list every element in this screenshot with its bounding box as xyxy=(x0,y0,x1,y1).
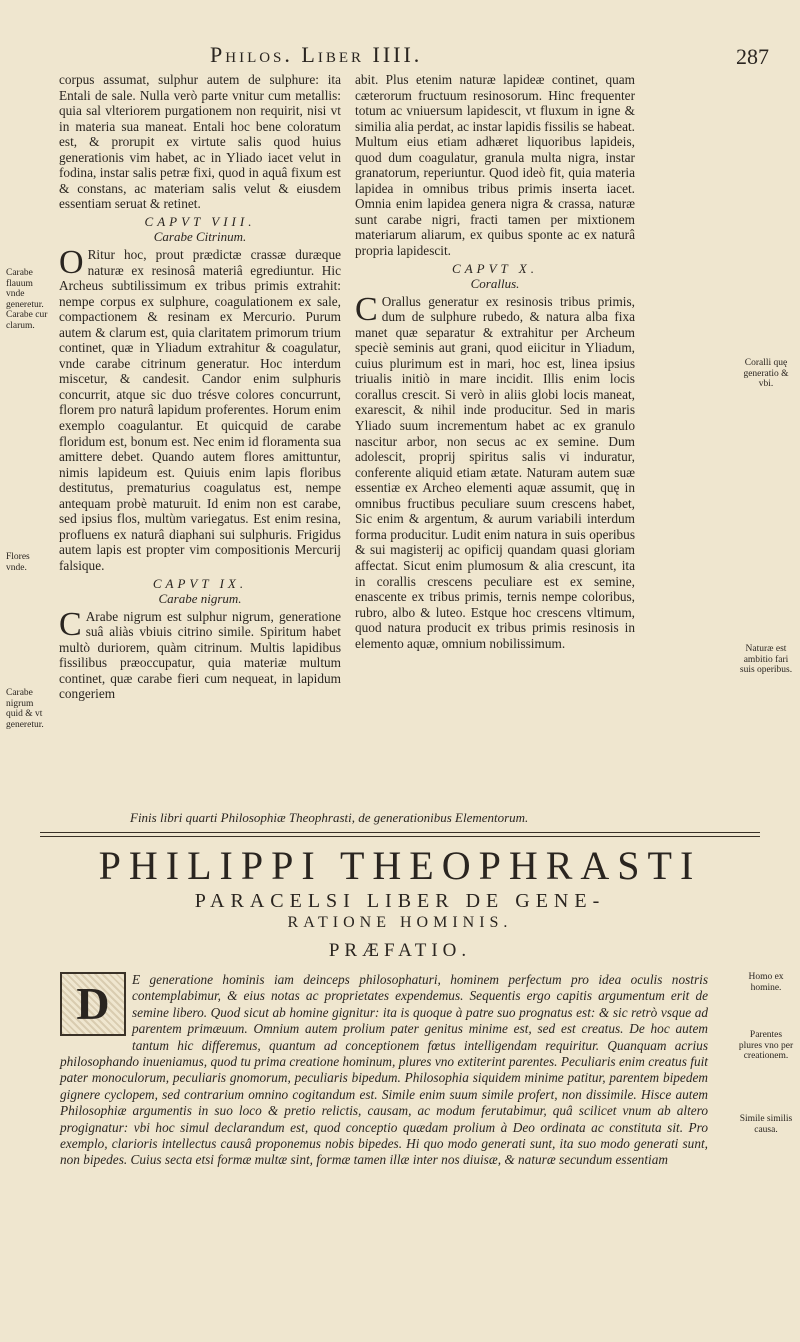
divider-rule xyxy=(40,832,760,833)
chapter-8-text xyxy=(59,244,341,573)
margin-note-carabe-nigrum: Carabe nigrum quid & vt generetur. xyxy=(6,688,44,730)
right-column xyxy=(355,72,635,651)
left-column-opening-text: corpus assumat, sulphur autem de sulphure: ita Entali de sale. Nulla verò parte vnitur cum metallis: quia sal vlteriorem purgationem non requirit, nisi vt in materia sua maneat. Entali hoc bene coloratum est, & prorupit ex virtute salis quod huius generationis vim habet, ac in Yliado iacet velut in fodina, instar salis petræ fixi, quod in aquâ fixum est & constans, ac materiam salis velut & eiusdem essentiam seruat & retinet. xyxy=(59,72,341,212)
ornate-initial-icon: D xyxy=(60,972,126,1036)
chapter-8-subtitle: Carabe Citrinum. xyxy=(153,229,247,245)
margin-note-carabe-flauum: Carabe flauum vnde generetur. Carabe cur clarum. xyxy=(6,268,48,331)
running-title: Philos. Liber IIII. xyxy=(210,42,423,67)
left-column xyxy=(59,72,341,702)
page-number: 287 xyxy=(736,44,769,69)
chapter-9-heading: CAPVT IX. xyxy=(152,575,248,591)
chapter-10-drop-cap: C xyxy=(355,290,378,328)
margin-note-simile: Simile similis causa. xyxy=(739,1114,793,1135)
chapter-10-subtitle: Corallus. xyxy=(470,276,520,292)
chapter-9-drop-cap: C xyxy=(59,605,82,643)
margin-note-naturae: Naturæ est ambitio fari suis operibus. xyxy=(739,644,793,675)
margin-note-homo: Homo ex homine. xyxy=(748,972,784,993)
praefatio-body: E generatione hominis iam deinceps philosophaturi, hominem perfectum pro idea oculis nostris contemplabimur, & eius notas ac proprietates expendemus. Sequentis ergo capitis argumentum erit de semine libero. Quod sicut ab homine gignitur: ita is quoque à patre suo prognatus est: & sic retrò vsque ad parentem primæuum. Omnium autem prolium pater genitus minime est, sed est creatus. De hoc autem tantum hic differemus, quantum ad conceptionem fœtus intelligendam requiritur. Quanquam acrius philosophando inueniamus, quod tu prima creatione hominum, plures vno extiterint parentes. Peculiaris enim creatus fuit pater monoculorum, peculiaris gnomorum, peculiaris bipedum. Philosophia siquidem minime patitur, parentem bipedem gignere cyclopem, sed contrarium omnino cogitandum est. Simile enim suum simile profert, non dissimile. Hisce autem Philosophiæ argumentis in suo loco & pretio relictis, causam, ac modum ferutabimur, quâ scilicet vnum ab altero progignatur: vbi hoc simul declarandum est, quod conceptio quædam prolium à Deo ordinata ac constituta sit. Pro exemplo, clarioris intellectus causâ proponemus nobis bipedes. Hi quo modo generati sunt, ita suo modo generati sunt, non bipedes. Cuius secta etsi formæ multæ sint, formæ tamen illæ inter nos diuisæ, & naturæ secundum essentiam xyxy=(60,972,708,1168)
praefatio-text xyxy=(60,972,708,1169)
chapter-10-text xyxy=(355,290,635,652)
right-column-opening-text: abit. Plus etenim naturæ lapideæ continet, quam cæterorum fructuum resinosorum. Hinc frequenter totum ac vniuersum lapidescit, vt fluxum in igne & similia alia perdat, ac instar lapidis fissilis se habeat. Multum eius etiam adhæret liquoribus lapideis, quod dum coagulatur, granula multa nigra, instar granatorum, reperiuntur. Quod ideò fit, quia materia lapidea in omnibus tribus primis inserta iacet. Omnia enim lapidea genera nigra & crassa, naturæ sunt carabe nigri, fracti tamen per mixtionem materiarum aliarum, ex quibus sponte ac ex naturâ propria lapidescit. xyxy=(355,72,635,259)
book-end-note: Finis libri quarti Philosophiæ Theophrasti, de generationibus Elementorum. xyxy=(130,810,529,825)
chapter-9-text xyxy=(59,605,341,702)
divider-rule-thin xyxy=(40,836,760,837)
chapter-9-subtitle: Carabe nigrum. xyxy=(158,591,242,607)
margin-note-parentes: Parentes plures vno per creationem. xyxy=(738,1030,794,1061)
book-subtitle-continued: RATIONE HOMINIS. xyxy=(287,914,513,931)
book-subtitle: PARACELSI LIBER DE GENE- xyxy=(194,890,606,912)
chapter-10-body: Orallus generatur ex resinosis tribus primis, dum de sulphure rubedo, & natura alba fixa manet quæ separatur & extrahitur per Archeum speciè seminis aut grani, quod eiicitur in Yliadum, cuius plurimum est in mari, hoc est, linea ipsius triualis initiò in mare incidit. Illis enim locis corallus crescit. Si verò in aliis globi locis maneat, exarescit, & nihil inde producitur. Sed in maris Yliado suum incrementum habet ac ex granulo nascitur arbor, non secus ac ex semine. Dum adolescit, proprij spiritus salis vi induratur, conferente aliquid etiam ætate. Naturam autem suæ essentiæ ex Archeo elementi aquæ assumit, quę in omnibus fructibus peculiare suum crescens habet, Sic enim & argentum, & aurum variabili interdum forma producitur. Ludit enim natura in suis operibus & sui magisterij ac opificij quandam quasi gloriam affectat. Sicut enim plumosum & alia crescunt, ita in corallis crescens peculiare est ex semine, enascente ex tribus primis, ternis nempe coloribus, rubro, albo & luteo. Estque hoc crescens vltimum, quod natura producit ex tribus primis resinosis in elemento aquæ, omnium nobilissimum. xyxy=(355,293,635,651)
book-title: PHILIPPI THEOPHRASTI xyxy=(98,843,702,888)
chapter-8-body: Ritur hoc, prout prædictæ crassæ duræque naturæ ex resinosâ materiâ egrediuntur. Hic Archeus subtilissimum ex tribus primis extrahit: nempe corpus ex sulphure, coagulationem ex sale, compactionem & resinam ex Mercurio. Purum autem & clarum est, quia claritatem primorum trium continet, quæ in Yliadum extrahitur & coagulatur, vnde carabe citrinum generatur. Hoc interdum miscetur, & candesit. Candor enim sulphuris concurrit, atque sic duo trésve colores concurrunt, florem pro naturâ lapidum proferentes. Horum enim exemplo coagulantur. Et quicquid de carabe floridum est, bonum est. Nec enim id floramenta sua amittere debet. Quando autem flores amittuntur, nimis lapideum est. Quiuis enim lapis floribus destitutus, prematurius coagulatus est, nempe antequam probè maturuit. Id enim non est carabe, sed ipsius flos, multùm variegatus. Est enim resina, profluens ex naturâ diaphani sui sulphuris. Frigidus autem lapis est propter vim compositionis Mercurij falsique. xyxy=(59,247,341,573)
chapter-8-drop-cap: O xyxy=(59,244,84,282)
chapter-10-heading: CAPVT X. xyxy=(452,260,538,276)
chapter-9-body: Arabe nigrum est sulphur nigrum, generatione suâ aliàs vbiuis citrino simile. Spiritum habet multò duriorem, quàm citrinum. Multis lapidibus fissilibus præoccupatur, quia materiæ multum continet, quæ carabe fieri cum nequeat, in lapidum congeriem xyxy=(59,608,341,702)
margin-note-flores: Flores vnde. xyxy=(6,552,30,573)
running-head xyxy=(0,40,800,68)
margin-note-coralli: Coralli quę generatio & vbi. xyxy=(743,358,789,389)
chapter-8-heading: CAPVT VIII. xyxy=(144,213,256,229)
praefatio-heading: PRÆFATIO. xyxy=(328,940,472,961)
